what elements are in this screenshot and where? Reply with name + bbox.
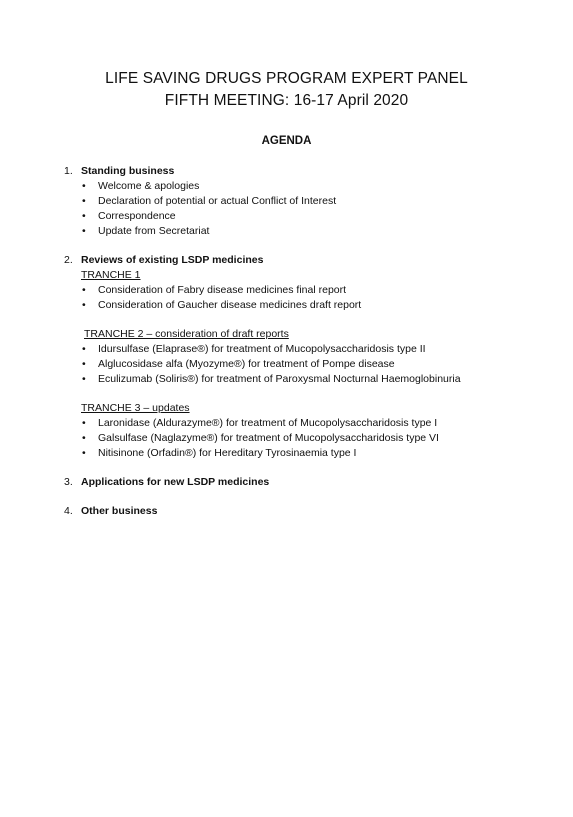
agenda-item-number: 1. [64,165,73,177]
agenda-bullet-text: Welcome & apologies [98,180,200,192]
agenda-bullet-text: Eculizumab (Soliris®) for treatment of Paroxysmal Nocturnal Haemoglobinuria [98,373,461,385]
tranche-heading: TRANCHE 1 [81,269,141,281]
agenda-bullet-text: Nitisinone (Orfadin®) for Hereditary Tyrosinaemia type I [98,447,357,459]
agenda-bullet-text: Correspondence [98,210,176,222]
bullet-icon: • [82,432,86,444]
agenda-bullet-text: Laronidase (Aldurazyme®) for treatment of Mucopolysaccharidosis type I [98,417,438,429]
agenda-bullet-text: Declaration of potential or actual Conflict of Interest [98,195,337,207]
agenda-item-number: 3. [64,476,73,488]
document-title-line-1: LIFE SAVING DRUGS PROGRAM EXPERT PANEL [105,70,468,87]
bullet-icon: • [82,358,86,370]
agenda-item-title: Applications for new LSDP medicines [81,476,270,488]
agenda-bullet-text: Galsulfase (Naglazyme®) for treatment of Mucopolysaccharidosis type VI [98,432,439,444]
agenda-bullet-text: Consideration of Fabry disease medicines final report [98,284,347,296]
bullet-icon: • [82,299,86,311]
agenda-heading: AGENDA [261,135,312,147]
agenda-item-title: Reviews of existing LSDP medicines [81,254,264,266]
bullet-icon: • [82,195,86,207]
bullet-icon: • [82,284,86,296]
tranche-heading: TRANCHE 2 – consideration of draft reports [84,328,289,340]
agenda-bullet-text: Update from Secretariat [98,225,210,237]
bullet-icon: • [82,180,86,192]
document-title-line-2: FIFTH MEETING: 16-17 April 2020 [164,92,409,109]
bullet-icon: • [82,343,86,355]
bullet-icon: • [82,373,86,385]
agenda-bullet-text: Consideration of Gaucher disease medicines draft report [98,299,362,311]
agenda-item-title: Other business [81,505,158,517]
agenda-bullet-text: Alglucosidase alfa (Myozyme®) for treatment of Pompe disease [98,358,395,370]
bullet-icon: • [82,225,86,237]
agenda-item-number: 4. [64,505,73,517]
bullet-icon: • [82,210,86,222]
agenda-bullet-text: Idursulfase (Elaprase®) for treatment of Mucopolysaccharidosis type II [98,343,426,355]
agenda-item-number: 2. [64,254,73,266]
bullet-icon: • [82,417,86,429]
tranche-heading: TRANCHE 3 – updates [81,402,190,414]
bullet-icon: • [82,447,86,459]
agenda-item-title: Standing business [81,165,175,177]
